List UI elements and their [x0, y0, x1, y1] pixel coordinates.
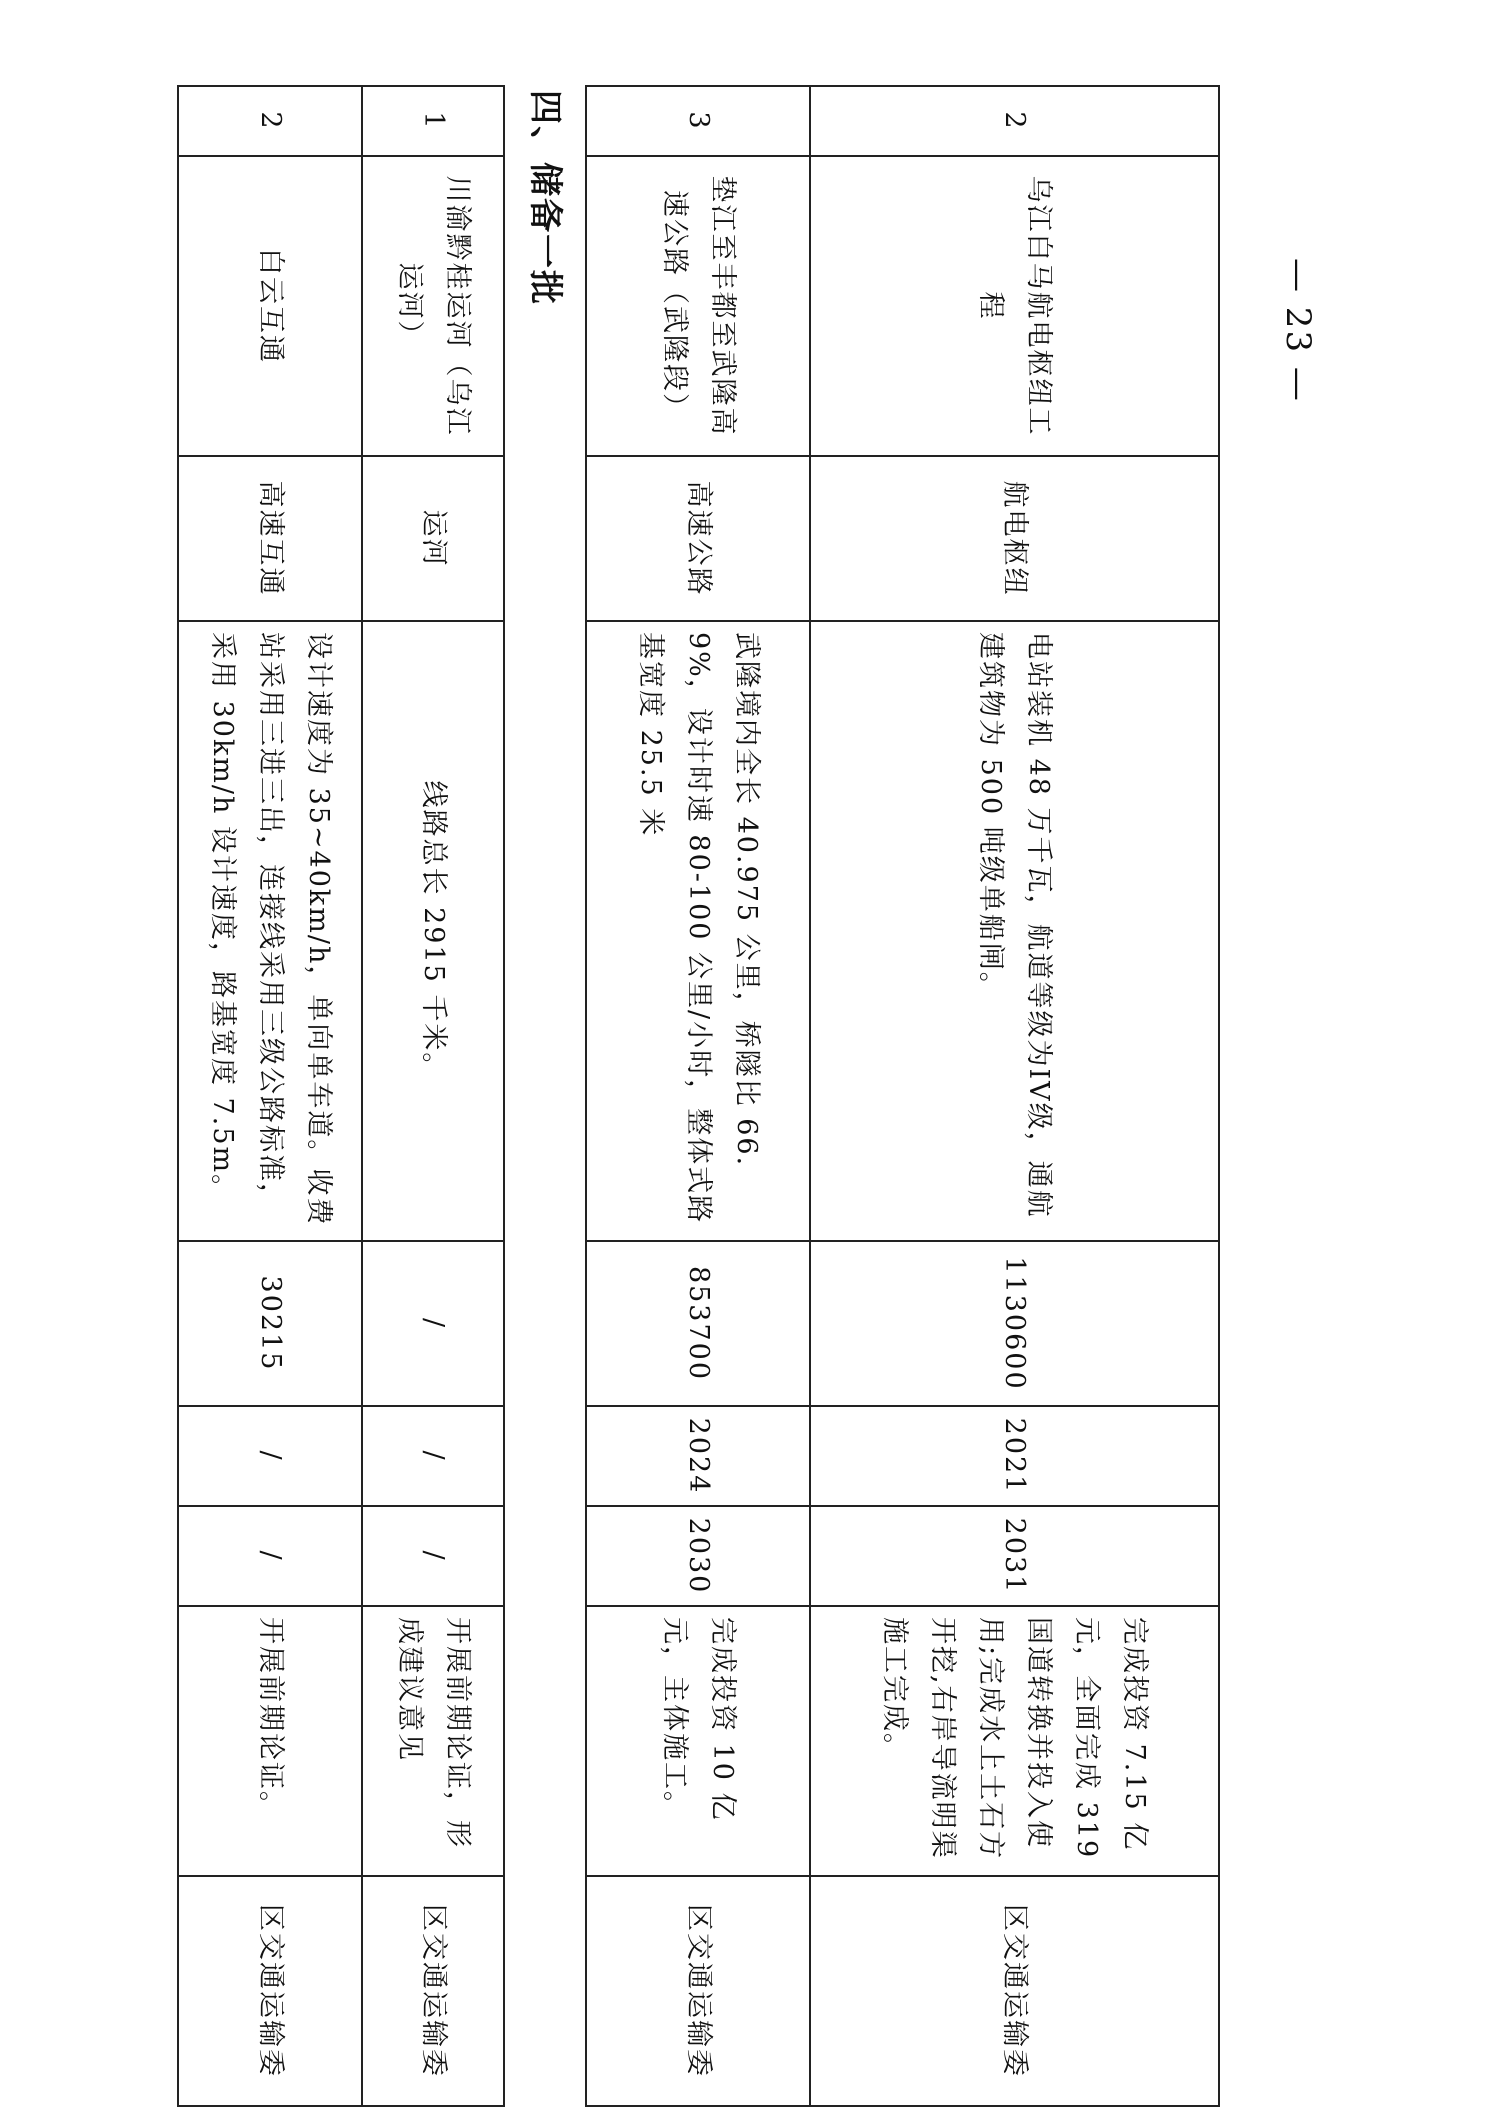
start-year: / [362, 1406, 504, 1506]
row-number: 2 [178, 86, 362, 156]
table-row [178, 86, 362, 2106]
annual-progress: 开展前期论证，形成建议意见 [362, 1606, 504, 1876]
start-year: / [178, 1406, 362, 1506]
responsible-unit: 区交通运输委 [178, 1876, 362, 2106]
total-investment: 853700 [586, 1241, 810, 1406]
end-year: / [178, 1506, 362, 1606]
project-name: 白云互通 [178, 156, 362, 456]
annual-progress: 完成投资 7.15 亿元，全面完成 319 国道转换并投入使用;完成水上土石方开挖,右岸导流明渠施工完成。 [810, 1606, 1219, 1876]
table-row [362, 86, 504, 2106]
responsible-unit: 区交通运输委 [586, 1876, 810, 2106]
rotated-table-container [205, 85, 1220, 2105]
row-number: 3 [586, 86, 810, 156]
project-table [177, 85, 1220, 2107]
responsible-unit: 区交通运输委 [362, 1876, 504, 2106]
table-row [586, 86, 810, 2106]
row-number: 1 [362, 86, 504, 156]
project-type: 航电枢纽 [810, 456, 1219, 621]
row-number: 2 [810, 86, 1219, 156]
annual-progress: 完成投资 10 亿元，主体施工。 [586, 1606, 810, 1876]
table-row [810, 86, 1219, 2106]
construction-content: 武隆境内全长 40.975 公里，桥隧比 66.9%，设计时速 80-100 公里/小时，整体式路基宽度 25.5 米 [586, 621, 810, 1241]
project-name: 川渝黔桂运河（乌江运河） [362, 156, 504, 456]
construction-content: 电站装机 48 万千瓦，航道等级为IV级，通航建筑物为 500 吨级单船闸。 [810, 621, 1219, 1241]
total-investment: / [362, 1241, 504, 1406]
responsible-unit: 区交通运输委 [810, 1876, 1219, 2106]
end-year: 2031 [810, 1506, 1219, 1606]
start-year: 2021 [810, 1406, 1219, 1506]
page-number: — 23 — [1278, 258, 1318, 403]
annual-progress: 开展前期论证。 [178, 1606, 362, 1876]
project-type: 运河 [362, 456, 504, 621]
construction-content: 设计速度为 35~40km/h，单向单车道。收费站采用三进三出，连接线采用三级公路标准，采用 30km/h 设计速度，路基宽度 7.5m。 [178, 621, 362, 1241]
end-year: 2030 [586, 1506, 810, 1606]
batch-title: 四、储备一批 [504, 86, 586, 2106]
construction-content: 线路总长 2915 千米。 [362, 621, 504, 1241]
end-year: / [362, 1506, 504, 1606]
project-type: 高速互通 [178, 456, 362, 621]
section-header-row [504, 86, 586, 2106]
project-name: 乌江白马航电枢纽工程 [810, 156, 1219, 456]
project-name: 垫江至丰都至武隆高速公路（武隆段） [586, 156, 810, 456]
project-type: 高速公路 [586, 456, 810, 621]
total-investment: 30215 [178, 1241, 362, 1406]
start-year: 2024 [586, 1406, 810, 1506]
total-investment: 1130600 [810, 1241, 1219, 1406]
